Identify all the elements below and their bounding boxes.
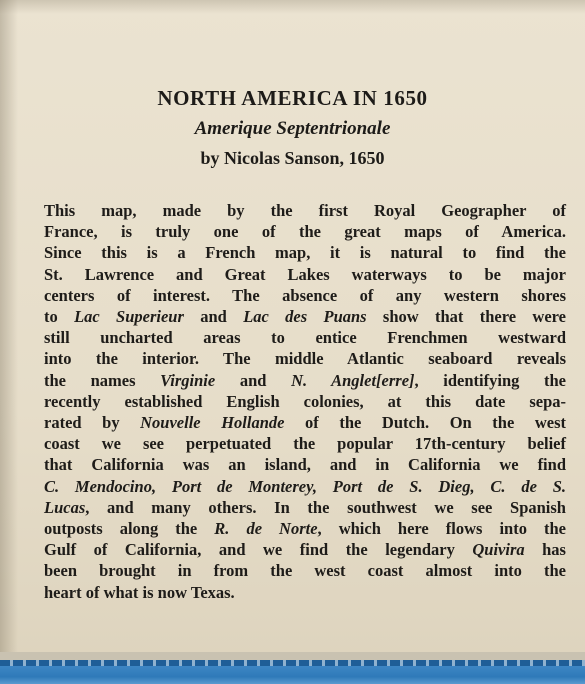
text-run: rated by <box>44 413 141 433</box>
bottom-border-band <box>0 666 585 684</box>
document-subtitle: Amerique Septentrionale <box>194 118 391 139</box>
body-line <box>44 348 566 369</box>
text-run: , and many others. In the southwest we see Spanish <box>85 497 566 517</box>
body-line <box>44 200 566 221</box>
body-line <box>44 412 566 433</box>
document-byline: by Nicolas Sanson, 1650 <box>200 148 385 168</box>
text-run: coast we see perpetuated the popular 17th-century belief <box>44 434 566 454</box>
text-run: and <box>183 307 244 327</box>
body-line <box>44 327 566 348</box>
text-run: the names <box>44 370 161 390</box>
page-shadow-top <box>0 0 585 14</box>
body-line <box>44 497 566 518</box>
text-run: to <box>44 307 75 327</box>
body-line <box>44 433 566 454</box>
italic-place-name: Nouvelle Hollande <box>140 413 285 433</box>
italic-place-name: Lac des Puans <box>243 307 367 327</box>
text-run: France, is truly one of the great maps of America. <box>44 222 566 242</box>
text-run: This map, made by the first Royal Geographer of <box>44 201 566 220</box>
body-line <box>44 370 566 391</box>
body-line <box>44 221 566 242</box>
document-title: NORTH AMERICA IN 1650 <box>157 86 428 110</box>
text-run: Since this is a French map, it is natural to find the <box>44 243 566 263</box>
italic-place-name: Lac Superieur <box>74 307 184 327</box>
body-line <box>44 518 566 539</box>
text-run: and <box>215 370 292 390</box>
text-run: St. Lawrence and Great Lakes waterways to be major <box>44 264 566 284</box>
body-line <box>44 242 566 263</box>
body-line <box>44 391 566 412</box>
body-paragraph <box>44 200 566 603</box>
body-line <box>44 476 566 497</box>
text-run: been brought in from the west coast almost into the <box>44 561 566 581</box>
text-run: , which here flows into the <box>317 519 566 539</box>
body-line <box>44 454 566 475</box>
body-line <box>44 539 566 560</box>
document-header <box>0 84 585 171</box>
italic-place-name: N. Anglet[erre] <box>291 370 415 390</box>
text-run: Gulf of California, and we find the legendary <box>44 540 473 560</box>
body-line <box>44 306 566 327</box>
italic-place-name: Virginie <box>160 370 216 390</box>
text-run: outposts along the <box>44 519 215 539</box>
body-line <box>44 264 566 285</box>
body-line <box>44 582 566 603</box>
text-run: centers of interest. The absence of any western shores <box>44 285 566 305</box>
text-run: has <box>524 540 566 560</box>
body-line <box>44 285 566 306</box>
text-run: recently established English colonies, at this date sepa- <box>44 391 566 411</box>
text-run: , identifying the <box>414 370 566 390</box>
text-run: of the Dutch. On the west <box>284 413 566 433</box>
italic-place-name: R. de Norte <box>214 519 318 539</box>
italic-place-name: Lucas <box>44 497 86 517</box>
text-run: still uncharted areas to entice Frenchmen westward <box>44 328 566 348</box>
italic-place-name: Quivira <box>472 540 525 560</box>
italic-place-name: C. Mendocino, Port de Monterey, Port de S. Dieg, C. de S. <box>44 476 566 496</box>
text-run: that California was an island, and in California we find <box>44 455 566 475</box>
text-run: into the interior. The middle Atlantic seaboard reveals <box>44 349 566 369</box>
body-line <box>44 560 566 581</box>
text-run: heart of what is now Texas. <box>44 582 235 602</box>
text-run: show that there were <box>366 307 567 327</box>
